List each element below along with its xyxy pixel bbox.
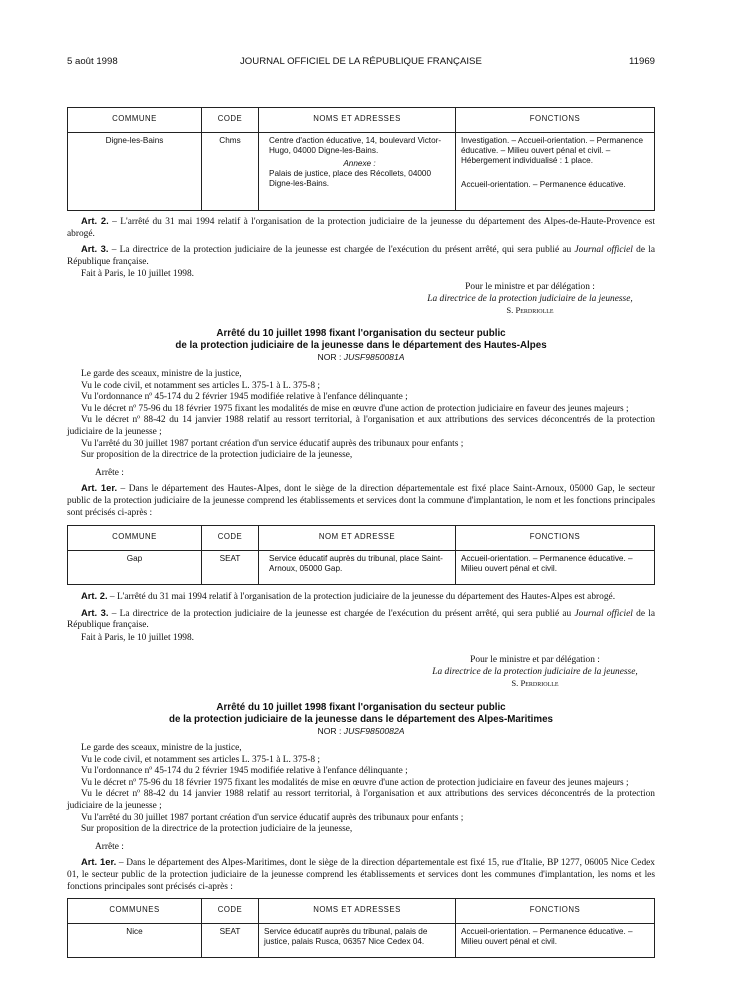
visa: Vu le code civil, et notamment ses articles L. 375-1 à L. 375-8 ; [81,754,320,765]
cell-code: Chms [202,133,259,211]
art3-journal: Journal officiel [574,608,633,619]
section1-visas [67,369,655,519]
cell-code: SEAT [202,924,259,958]
establishments-table-3 [67,898,655,958]
visa: Vu le décret nº 88-42 du 14 janvier 1988 relatif au ressort territorial, à l'organisation et aux attributions des services déconcentrés de la protection judiciaire de la jeunesse ; [67,789,655,811]
establishments-table-2 [67,525,655,585]
sig-line-1: Pour le ministre et par délégation : [470,655,600,665]
title-line-2: de la protection judiciaire de la jeunesse dans le département des Alpes-Maritimes [168,713,554,725]
art1-label: Art. 1er. [81,856,117,868]
col-header-commune: COMMUNE [68,108,202,133]
header-date: 5 août 1998 [67,56,118,67]
visa: Vu le décret nº 88-42 du 14 janvier 1988 relatif au ressort territorial, à l'organisation et aux attributions des services déconcentrés de la protection judiciaire de la jeunesse ; [67,415,655,437]
cell-fonctions: Accueil-orientation. – Permanence éducative. – Milieu ouvert pénal et civil. [456,924,655,958]
visa: Vu le décret nº 75-96 du 18 février 1975 fixant les modalités de mise en œuvre d'une action de protection judiciaire en faveur des jeunes majeurs ; [81,777,629,788]
table-header-row [68,899,655,924]
nor-value: JUSF9850082A [343,726,405,736]
section0-articles [67,215,655,281]
title-line-2: de la protection judiciaire de la jeunesse dans le département des Hautes-Alpes [175,339,547,351]
col-header-commune: COMMUNE [68,526,202,551]
art3-text-a: – La directrice de la protection judiciaire de la jeunesse est chargée de l'exécution du présent arrêté, qui sera publié au [108,608,575,619]
fonction-main: Investigation. – Accueil-orientation. – Permanence éducative. – Milieu ouvert pénal et civil. – Hébergement individualisé : 1 place. [461,136,644,165]
table-row [68,133,655,211]
art1-text: – Dans le département des Hautes-Alpes, dont le siège de la direction départementale est fixé place Saint-Arnoux, 05000 Gap, le secteur public de la protection judiciaire de la jeunesse comprend les établissements et services dont la commune d'implantation, le nom et les fonctions principales sont précisés ci-après : [67,484,655,518]
section2-visas [67,743,655,893]
col-header-noms: NOMS ET ADRESSES [259,899,456,924]
establishments-table-1 [67,107,655,211]
address-main: Centre d'action éducative, 14, boulevard Victor-Hugo, 04000 Digne-les-Bains. [269,136,442,155]
col-header-noms: NOMS ET ADRESSES [259,108,456,133]
nor-reference [67,352,655,364]
sig-line-2: La directrice de la protection judiciaire de la jeunesse, [427,293,633,304]
signature-block-1 [400,655,670,690]
art2-label: Art. 2. [81,215,109,226]
visa: Sur proposition de la directrice de la protection judiciaire de la jeunesse, [81,824,353,835]
visa: Vu l'arrêté du 30 juillet 1987 portant création d'un service éducatif auprès des tribunaux pour enfants ; [81,812,464,823]
sig-name: S. Perdriolle [506,305,554,316]
title-line-1: Arrêté du 10 juillet 1998 fixant l'organisation du secteur public [216,328,506,339]
arrete-label: Arrête : [95,841,124,852]
visa: Vu l'ordonnance nº 45-174 du 2 février 1945 modifiée relative à l'enfance délinquante ; [81,766,408,777]
col-header-code: CODE [202,899,259,924]
section1-articles [67,590,655,644]
visa: Vu l'arrêté du 30 juillet 1987 portant création d'un service éducatif auprès des tribunaux pour enfants ; [81,438,464,449]
visa: Vu le code civil, et notamment ses articles L. 375-1 à L. 375-8 ; [81,380,320,391]
art3-text-b: de la République française. [67,245,655,267]
cell-address: Service éducatif auprès du tribunal, palais de justice, palais Rusca, 06357 Nice Cedex 04. [259,924,456,958]
sig-name: S. Perdriolle [511,678,559,689]
visa: Le garde des sceaux, ministre de la justice, [81,743,242,753]
art3-label: Art. 3. [81,606,109,618]
cell-commune: Nice [68,924,202,958]
fait-a-paris: Fait à Paris, le 10 juillet 1998. [81,269,195,280]
visa: Sur proposition de la directrice de la protection judiciaire de la jeunesse, [81,450,353,461]
visa: Le garde des sceaux, ministre de la justice, [81,369,242,379]
fait-a-paris: Fait à Paris, le 10 juillet 1998. [81,632,195,643]
address-annex: Palais de justice, place des Récollets, 04000 Digne-les-Bains. [269,169,432,188]
art1-label: Art. 1er. [81,482,118,494]
sig-line-2: La directrice de la protection judiciaire de la jeunesse, [432,666,638,677]
arrete-title-alpes-maritimes [67,702,655,725]
arrete-title-hautes-alpes [67,328,655,351]
col-header-code: CODE [202,108,259,133]
table-header-row [68,526,655,551]
signature-block-0 [390,282,670,317]
annex-label: Annexe : [343,159,376,168]
sig-line-1: Pour le ministre et par délégation : [465,282,595,292]
header-journal-title: JOURNAL OFFICIEL DE LA RÉPUBLIQUE FRANÇAISE [240,56,482,67]
header-page-number: 11969 [629,56,655,67]
cell-commune: Gap [68,551,202,585]
cell-addresses [259,133,456,211]
cell-fonctions: Accueil-orientation. – Permanence éducative. – Milieu ouvert pénal et civil. [456,551,655,585]
arrete-label: Arrête : [95,467,124,478]
art2-text: – L'arrêté du 31 mai 1994 relatif à l'organisation de la protection judiciaire de la jeunesse du département des Hautes-Alpes est abrogé. [107,592,616,602]
table-row [68,924,655,958]
visa: Vu le décret nº 75-96 du 18 février 1975 fixant les modalités de mise en œuvre d'une action de protection judiciaire en faveur des jeunes majeurs ; [81,403,629,414]
col-header-communes: COMMUNES [68,899,202,924]
col-header-nom: NOM ET ADRESSE [259,526,456,551]
cell-code: SEAT [202,551,259,585]
cell-address: Service éducatif auprès du tribunal, place Saint-Arnoux, 05000 Gap. [259,551,456,585]
art3-label: Art. 3. [81,243,109,255]
art3-text-b: de la République française. [67,608,655,631]
col-header-fonctions: FONCTIONS [456,526,655,551]
art2-text: – L'arrêté du 31 mai 1994 relatif à l'organisation de la protection judiciaire de la jeunesse du département des Alpes-de-Haute-Provence est abrogé. [67,217,655,239]
nor-label: NOR : [317,352,342,362]
col-header-code: CODE [202,526,259,551]
title-line-1: Arrêté du 10 juillet 1998 fixant l'organisation du secteur public [216,702,506,713]
art3-text-a: – La directrice de la protection judiciaire de la jeunesse est chargée de l'exécution du présent arrêté, qui sera publié au [108,245,575,256]
nor-reference [67,726,655,738]
nor-value: JUSF9850081A [343,352,405,362]
col-header-fonctions: FONCTIONS [456,899,655,924]
cell-fonctions [456,133,655,211]
fonction-annex: Accueil-orientation. – Permanence éducative. [461,180,626,189]
art2-label: Art. 2. [81,590,108,601]
table-row [68,551,655,585]
col-header-fonctions: FONCTIONS [456,108,655,133]
visa: Vu l'ordonnance nº 45-174 du 2 février 1945 modifiée relative à l'enfance délinquante ; [81,392,408,403]
table-header-row [68,108,655,133]
art1-text: – Dans le département des Alpes-Maritimes, dont le siège de la direction départementale est fixé 15, rue d'Italie, BP 1277, 06005 Nice Cedex 01, le secteur public de la protection judiciaire de la jeunesse comprend les établissements et services dont les communes d'implantation, les noms et les fonctions principales sont précisés ci-après : [67,858,655,892]
nor-label: NOR : [317,726,342,736]
cell-commune: Digne-les-Bains [68,133,202,211]
art3-journal: Journal officiel [574,245,633,256]
